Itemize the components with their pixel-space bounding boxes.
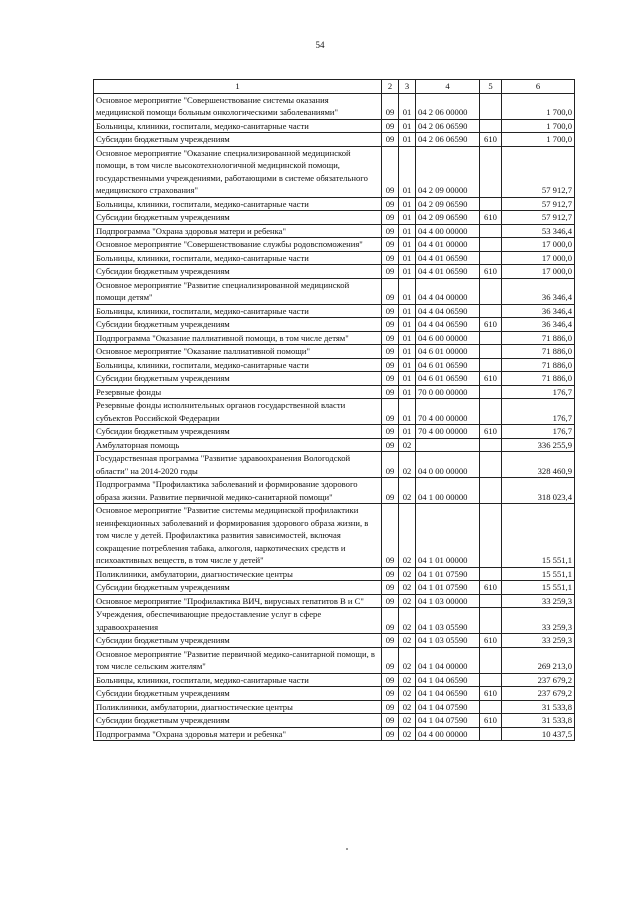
amount-cell: 17 000,0: [502, 265, 575, 279]
row-name-cell: Субсидии бюджетным учреждениям: [94, 425, 382, 439]
row-name-cell: Субсидии бюджетным учреждениям: [94, 687, 382, 701]
subsection-cell: 02: [399, 608, 416, 634]
table-row: [94, 331, 575, 345]
table-row: [94, 567, 575, 581]
section-cell: 09: [382, 714, 399, 728]
target-code-cell: 04 6 01 06590: [416, 358, 480, 372]
amount-cell: 1 700,0: [502, 93, 575, 119]
expense-type-cell: [480, 146, 502, 197]
table-row: [94, 647, 575, 673]
subsection-cell: 02: [399, 438, 416, 452]
row-name-cell: Основное мероприятие "Развитие первичной медико-санитарной помощи, в том числе сельским жителям": [94, 647, 382, 673]
subsection-cell: 01: [399, 265, 416, 279]
amount-cell: 15 551,1: [502, 504, 575, 568]
section-cell: 09: [382, 265, 399, 279]
expense-type-cell: 610: [480, 581, 502, 595]
budget-table: [93, 79, 575, 741]
expense-type-cell: [480, 647, 502, 673]
table-row: [94, 673, 575, 687]
target-code-cell: 70 0 00 00000: [416, 385, 480, 399]
table-row: [94, 278, 575, 304]
target-code-cell: 04 4 04 06590: [416, 318, 480, 332]
row-name-cell: Субсидии бюджетным учреждениям: [94, 133, 382, 147]
target-code-cell: 70 4 00 00000: [416, 425, 480, 439]
column-header: 6: [502, 80, 575, 94]
amount-cell: 15 551,1: [502, 567, 575, 581]
expense-type-cell: [480, 673, 502, 687]
subsection-cell: 02: [399, 727, 416, 741]
amount-cell: 53 346,4: [502, 224, 575, 238]
section-cell: 09: [382, 93, 399, 119]
target-code-cell: 70 4 00 00000: [416, 399, 480, 425]
amount-cell: 17 000,0: [502, 238, 575, 252]
target-code-cell: 04 1 04 00000: [416, 647, 480, 673]
amount-cell: 71 886,0: [502, 358, 575, 372]
section-cell: 09: [382, 211, 399, 225]
table-row: [94, 504, 575, 568]
section-cell: 09: [382, 224, 399, 238]
expense-type-cell: [480, 727, 502, 741]
row-name-cell: Основное мероприятие "Оказание паллиативной помощи": [94, 345, 382, 359]
row-name-cell: Субсидии бюджетным учреждениям: [94, 372, 382, 386]
expense-type-cell: [480, 452, 502, 478]
expense-type-cell: [480, 197, 502, 211]
section-cell: 09: [382, 608, 399, 634]
expense-type-cell: 610: [480, 687, 502, 701]
target-code-cell: 04 1 03 00000: [416, 594, 480, 608]
column-header: 5: [480, 80, 502, 94]
expense-type-cell: [480, 399, 502, 425]
table-row: [94, 385, 575, 399]
target-code-cell: 04 1 04 06590: [416, 673, 480, 687]
subsection-cell: 01: [399, 425, 416, 439]
amount-cell: 336 255,9: [502, 438, 575, 452]
row-name-cell: Резервные фонды исполнительных органов государственной власти субъектов Российской Федерации: [94, 399, 382, 425]
target-code-cell: 04 2 06 06590: [416, 119, 480, 133]
subsection-cell: 01: [399, 146, 416, 197]
section-cell: 09: [382, 372, 399, 386]
section-cell: 09: [382, 331, 399, 345]
target-code-cell: 04 1 04 06590: [416, 687, 480, 701]
table-row: [94, 687, 575, 701]
row-name-cell: Основное мероприятие "Оказание специализированной медицинской помощи, в том числе высокотехнологичной медицинской помощи, государственными учреждениями, работающими в системе обязательного медицинского страхования": [94, 146, 382, 197]
amount-cell: 269 213,0: [502, 647, 575, 673]
amount-cell: 237 679,2: [502, 673, 575, 687]
amount-cell: 31 533,8: [502, 714, 575, 728]
section-cell: 09: [382, 594, 399, 608]
expense-type-cell: 610: [480, 372, 502, 386]
subsection-cell: 01: [399, 251, 416, 265]
expense-type-cell: [480, 385, 502, 399]
row-name-cell: Больницы, клиники, госпитали, медико-санитарные части: [94, 304, 382, 318]
section-cell: 09: [382, 634, 399, 648]
section-cell: 09: [382, 425, 399, 439]
expense-type-cell: [480, 345, 502, 359]
section-cell: 09: [382, 452, 399, 478]
section-cell: 09: [382, 133, 399, 147]
target-code-cell: [416, 438, 480, 452]
row-name-cell: Подпрограмма "Профилактика заболеваний и формирование здорового образа жизни. Развитие первичной медико-санитарной помощи": [94, 478, 382, 504]
section-cell: 09: [382, 146, 399, 197]
expense-type-cell: 610: [480, 318, 502, 332]
target-code-cell: 04 1 01 07590: [416, 581, 480, 595]
section-cell: 09: [382, 197, 399, 211]
row-name-cell: Поликлиники, амбулатории, диагностические центры: [94, 567, 382, 581]
target-code-cell: 04 1 04 07590: [416, 700, 480, 714]
column-header: 3: [399, 80, 416, 94]
row-name-cell: Основное мероприятие "Развитие системы медицинской профилактики неинфекционных заболеваний и формирования здорового образа жизни, в том числе у детей. Профилактика развития зависимостей, включая сокращение потребления табака, алкоголя, наркотических средств и психоактивных веществ, в том числе у детей": [94, 504, 382, 568]
target-code-cell: 04 6 01 00000: [416, 345, 480, 359]
amount-cell: 57 912,7: [502, 146, 575, 197]
subsection-cell: 01: [399, 133, 416, 147]
row-name-cell: Основное мероприятие "Развитие специализированной медицинской помощи детям": [94, 278, 382, 304]
table-row: [94, 304, 575, 318]
amount-cell: 176,7: [502, 385, 575, 399]
section-cell: 09: [382, 251, 399, 265]
amount-cell: 1 700,0: [502, 133, 575, 147]
table-row: [94, 251, 575, 265]
section-cell: 09: [382, 345, 399, 359]
target-code-cell: 04 2 09 06590: [416, 197, 480, 211]
table-row: [94, 224, 575, 238]
scan-speck: [346, 848, 348, 850]
target-code-cell: 04 1 01 00000: [416, 504, 480, 568]
target-code-cell: 04 4 00 00000: [416, 224, 480, 238]
subsection-cell: 01: [399, 358, 416, 372]
expense-type-cell: [480, 478, 502, 504]
amount-cell: 176,7: [502, 399, 575, 425]
subsection-cell: 01: [399, 304, 416, 318]
subsection-cell: 02: [399, 504, 416, 568]
amount-cell: 71 886,0: [502, 345, 575, 359]
table-row: [94, 399, 575, 425]
subsection-cell: 01: [399, 119, 416, 133]
row-name-cell: Подпрограмма "Охрана здоровья матери и ребенка": [94, 224, 382, 238]
target-code-cell: 04 2 09 00000: [416, 146, 480, 197]
subsection-cell: 01: [399, 385, 416, 399]
section-cell: 09: [382, 304, 399, 318]
amount-cell: 318 023,4: [502, 478, 575, 504]
section-cell: 09: [382, 687, 399, 701]
section-cell: 09: [382, 318, 399, 332]
amount-cell: 176,7: [502, 425, 575, 439]
table-row: [94, 438, 575, 452]
expense-type-cell: [480, 93, 502, 119]
table-row: [94, 93, 575, 119]
column-header: 2: [382, 80, 399, 94]
expense-type-cell: [480, 331, 502, 345]
table-row: [94, 238, 575, 252]
expense-type-cell: [480, 278, 502, 304]
subsection-cell: 01: [399, 238, 416, 252]
row-name-cell: Резервные фонды: [94, 385, 382, 399]
subsection-cell: 01: [399, 399, 416, 425]
amount-cell: 10 437,5: [502, 727, 575, 741]
expense-type-cell: [480, 700, 502, 714]
row-name-cell: Субсидии бюджетным учреждениям: [94, 211, 382, 225]
amount-cell: 36 346,4: [502, 278, 575, 304]
column-header: 4: [416, 80, 480, 94]
row-name-cell: Субсидии бюджетным учреждениям: [94, 581, 382, 595]
table-row: [94, 372, 575, 386]
row-name-cell: Субсидии бюджетным учреждениям: [94, 318, 382, 332]
expense-type-cell: 610: [480, 211, 502, 225]
target-code-cell: 04 2 09 06590: [416, 211, 480, 225]
table-row: [94, 358, 575, 372]
target-code-cell: 04 4 01 00000: [416, 238, 480, 252]
amount-cell: 57 912,7: [502, 211, 575, 225]
row-name-cell: Основное мероприятие "Совершенствование службы родовспоможения": [94, 238, 382, 252]
table-row: [94, 345, 575, 359]
section-cell: 09: [382, 673, 399, 687]
expense-type-cell: 610: [480, 425, 502, 439]
row-name-cell: Поликлиники, амбулатории, диагностические центры: [94, 700, 382, 714]
table-row: [94, 452, 575, 478]
subsection-cell: 01: [399, 93, 416, 119]
expense-type-cell: [480, 224, 502, 238]
table-row: [94, 318, 575, 332]
table-header-row: [94, 80, 575, 94]
expense-type-cell: [480, 567, 502, 581]
table-row: [94, 265, 575, 279]
target-code-cell: 04 1 04 07590: [416, 714, 480, 728]
target-code-cell: 04 4 01 06590: [416, 251, 480, 265]
amount-cell: 33 259,3: [502, 594, 575, 608]
row-name-cell: Больницы, клиники, госпитали, медико-санитарные части: [94, 251, 382, 265]
subsection-cell: 01: [399, 211, 416, 225]
section-cell: 09: [382, 385, 399, 399]
table-row: [94, 581, 575, 595]
amount-cell: 71 886,0: [502, 331, 575, 345]
row-name-cell: Больницы, клиники, госпитали, медико-санитарные части: [94, 673, 382, 687]
target-code-cell: 04 1 01 07590: [416, 567, 480, 581]
subsection-cell: 01: [399, 197, 416, 211]
table-row: [94, 714, 575, 728]
row-name-cell: Амбулаторная помощь: [94, 438, 382, 452]
expense-type-cell: [480, 504, 502, 568]
subsection-cell: 02: [399, 647, 416, 673]
budget-table-body: [94, 80, 575, 741]
expense-type-cell: [480, 438, 502, 452]
section-cell: 09: [382, 478, 399, 504]
row-name-cell: Подпрограмма "Охрана здоровья матери и ребенка": [94, 727, 382, 741]
row-name-cell: Учреждения, обеспечивающие предоставление услуг в сфере здравоохранения: [94, 608, 382, 634]
subsection-cell: 02: [399, 634, 416, 648]
target-code-cell: 04 4 00 00000: [416, 727, 480, 741]
table-row: [94, 727, 575, 741]
section-cell: 09: [382, 581, 399, 595]
subsection-cell: 02: [399, 687, 416, 701]
expense-type-cell: [480, 304, 502, 318]
expense-type-cell: [480, 594, 502, 608]
subsection-cell: 01: [399, 224, 416, 238]
target-code-cell: 04 4 04 00000: [416, 278, 480, 304]
row-name-cell: Субсидии бюджетным учреждениям: [94, 714, 382, 728]
row-name-cell: Больницы, клиники, госпитали, медико-санитарные части: [94, 197, 382, 211]
table-row: [94, 211, 575, 225]
section-cell: 09: [382, 438, 399, 452]
expense-type-cell: 610: [480, 133, 502, 147]
target-code-cell: 04 2 06 00000: [416, 93, 480, 119]
amount-cell: 237 679,2: [502, 687, 575, 701]
target-code-cell: 04 1 03 05590: [416, 608, 480, 634]
subsection-cell: 01: [399, 331, 416, 345]
subsection-cell: 02: [399, 714, 416, 728]
amount-cell: 36 346,4: [502, 318, 575, 332]
row-name-cell: Основное мероприятие "Совершенствование системы оказания медицинской помощи больным онкологическими заболеваниями": [94, 93, 382, 119]
row-name-cell: Основное мероприятие "Профилактика ВИЧ, вирусных гепатитов В и С": [94, 594, 382, 608]
table-row: [94, 608, 575, 634]
amount-cell: 36 346,4: [502, 304, 575, 318]
expense-type-cell: [480, 119, 502, 133]
expense-type-cell: [480, 238, 502, 252]
section-cell: 09: [382, 727, 399, 741]
subsection-cell: 02: [399, 567, 416, 581]
table-row: [94, 146, 575, 197]
table-row: [94, 197, 575, 211]
row-name-cell: Государственная программа "Развитие здравоохранения Вологодской области" на 2014-2020 годы: [94, 452, 382, 478]
table-row: [94, 133, 575, 147]
expense-type-cell: [480, 358, 502, 372]
target-code-cell: 04 4 01 06590: [416, 265, 480, 279]
table-row: [94, 478, 575, 504]
subsection-cell: 02: [399, 452, 416, 478]
row-name-cell: Больницы, клиники, госпитали, медико-санитарные части: [94, 358, 382, 372]
table-row: [94, 700, 575, 714]
expense-type-cell: 610: [480, 265, 502, 279]
amount-cell: 57 912,7: [502, 197, 575, 211]
section-cell: 09: [382, 399, 399, 425]
amount-cell: 33 259,3: [502, 608, 575, 634]
section-cell: 09: [382, 278, 399, 304]
page-number: 54: [315, 40, 325, 50]
table-row: [94, 594, 575, 608]
subsection-cell: 01: [399, 318, 416, 332]
section-cell: 09: [382, 647, 399, 673]
target-code-cell: 04 4 04 06590: [416, 304, 480, 318]
table-row: [94, 425, 575, 439]
target-code-cell: 04 1 03 05590: [416, 634, 480, 648]
amount-cell: 1 700,0: [502, 119, 575, 133]
subsection-cell: 01: [399, 372, 416, 386]
row-name-cell: Подпрограмма "Оказание паллиативной помощи, в том числе детям": [94, 331, 382, 345]
section-cell: 09: [382, 119, 399, 133]
column-header: 1: [94, 80, 382, 94]
section-cell: 09: [382, 358, 399, 372]
subsection-cell: 01: [399, 345, 416, 359]
section-cell: 09: [382, 238, 399, 252]
target-code-cell: 04 2 06 06590: [416, 133, 480, 147]
section-cell: 09: [382, 700, 399, 714]
subsection-cell: 02: [399, 673, 416, 687]
target-code-cell: 04 6 01 06590: [416, 372, 480, 386]
row-name-cell: Субсидии бюджетным учреждениям: [94, 634, 382, 648]
expense-type-cell: 610: [480, 714, 502, 728]
amount-cell: 328 460,9: [502, 452, 575, 478]
target-code-cell: 04 0 00 00000: [416, 452, 480, 478]
target-code-cell: 04 1 00 00000: [416, 478, 480, 504]
row-name-cell: Субсидии бюджетным учреждениям: [94, 265, 382, 279]
subsection-cell: 02: [399, 700, 416, 714]
table-row: [94, 634, 575, 648]
expense-type-cell: [480, 251, 502, 265]
amount-cell: 17 000,0: [502, 251, 575, 265]
expense-type-cell: [480, 608, 502, 634]
section-cell: 09: [382, 567, 399, 581]
expense-type-cell: 610: [480, 634, 502, 648]
table-row: [94, 119, 575, 133]
subsection-cell: 01: [399, 278, 416, 304]
row-name-cell: Больницы, клиники, госпитали, медико-санитарные части: [94, 119, 382, 133]
subsection-cell: 02: [399, 594, 416, 608]
amount-cell: 31 533,8: [502, 700, 575, 714]
section-cell: 09: [382, 504, 399, 568]
amount-cell: 33 259,3: [502, 634, 575, 648]
amount-cell: 71 886,0: [502, 372, 575, 386]
subsection-cell: 02: [399, 581, 416, 595]
target-code-cell: 04 6 00 00000: [416, 331, 480, 345]
subsection-cell: 02: [399, 478, 416, 504]
amount-cell: 15 551,1: [502, 581, 575, 595]
